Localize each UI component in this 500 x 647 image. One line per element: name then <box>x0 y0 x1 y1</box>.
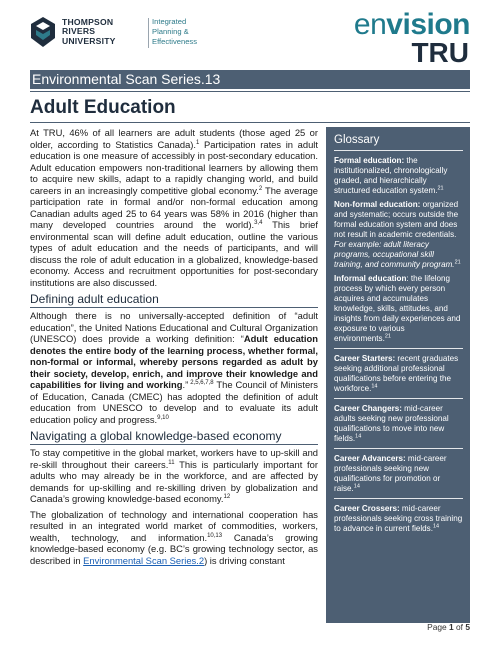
tru-emblem-icon <box>30 16 56 48</box>
glossary-divider <box>334 448 463 449</box>
section-divider <box>30 307 318 308</box>
global-economy-paragraph-1: To stay competitive in the global market, workers have to up-skill and re-skill throughout their careers.$^{11}$ This is particularly important for adults who may already be in the workforce, and are affected by demands for up-skilling and re-skilling driven by globalization and Canada’s growing knowledge-based economy.$^{12}$ <box>30 447 318 504</box>
glossary-entry-career-advancers: Career Advancers: mid-career professionals seeking new qualifications for promotion or raise.$^{14}$ <box>334 454 447 493</box>
department-name: Integrated Planning & Effectiveness <box>152 17 198 46</box>
glossary-entry-career-crossers: Career Crossers: mid-career professionals seeking cross training to advance in current fields.$^{14}$ <box>334 504 463 533</box>
series-label: Environmental Scan Series.13 <box>32 71 221 87</box>
glossary-entry-formal: Formal education: the institutionalized, chronologically graded, and hierarchically structured education system.$^{21}$ <box>334 156 448 195</box>
logo-divider <box>148 18 149 48</box>
main-content <box>30 127 318 623</box>
page-header <box>0 0 500 66</box>
page-title: Adult Education <box>30 97 176 118</box>
global-economy-paragraph-2: The globalization of technology and international cooperation has resulted in an integrated world market of commodities, workers, wealth, technology, and information.$^{10,13}$ Canada’s growing knowledge-based economy (e.g. BC’s growing technology sector, as described in Environmental Scan Series.2) is driving constant <box>30 508 318 566</box>
section-heading-defining: Defining adult education <box>30 292 159 306</box>
page-number: Page 1 of 5 <box>427 622 470 632</box>
tru-logo <box>30 16 230 56</box>
glossary-divider <box>334 150 463 151</box>
glossary-divider <box>334 348 463 349</box>
glossary-title: Glossary <box>334 134 380 146</box>
environmental-scan-2-link[interactable]: Environmental Scan Series.2 <box>83 554 205 566</box>
intro-paragraph: At TRU, 46% of all learners are adult students (those aged 25 or older, according to Statistics Canada).$^1$ Participation rates in adult education is one measure of accessibly in post-secondary education. Adult education empowers non-traditional learners by allowing them to acquire new skills, adapt to a rapidly changing world, and build careers in an increasingly competitive global economy.$^2$ The average participation rate in formal and/or non-formal education among Canadian adults aged 25 to 64 years was 58% in 2016 (higher than many developed countries around the world).$^{3,4}$ This brief environmental scan will define adult education, outline the various types of adult education and the needs of participants, and will discuss the role of adult education in a globalized, knowledge-based economy. Access and recruitment opportunities for post-secondary institutions are also discussed. <box>30 127 318 288</box>
glossary-entry-informal: Informal education: the lifelong process by which every person acquires and accumulates knowledge, skills, attitudes, and insights from daily experiences and exposure to various environments.$^{21}$ <box>334 274 461 343</box>
glossary-entry-nonformal: Non-formal education: organized and systematic; occurs outside the formal education system and does not result in academic credentials. For example: adult literacy programs, occupational skill training, and community program.$^{21}$ <box>334 200 461 269</box>
section-divider <box>30 444 318 445</box>
university-name: THOMPSON RIVERS UNIVERSITY <box>62 17 116 46</box>
glossary-divider <box>334 498 463 499</box>
series-banner <box>30 70 470 89</box>
glossary-sidebar <box>326 127 470 623</box>
section-heading-global-economy: Navigating a global knowledge-based economy <box>30 429 282 443</box>
envision-tru-logo: envision TRU <box>353 8 470 68</box>
title-divider <box>30 122 470 123</box>
glossary-entry-career-starters: Career Starters: recent graduates seeking additional professional qualifications before entering the workforce.$^{14}$ <box>334 354 459 393</box>
glossary-entry-career-changers: Career Changers: mid-career adults seeking new professional qualifications to move into new fields.$^{14}$ <box>334 404 449 443</box>
glossary-divider <box>334 398 463 399</box>
defining-paragraph: Although there is no universally-accepted definition of “adult education”, the United Nations Educational and Cultural Organization (UNESCO) does provide a working definition: “Adult education denotes the entire body of the learning process, whether formal, non-formal or informal, whereby persons regarded as adult by their society, develop, enrich, and improve their knowledge and capabilities for living and working.” $^{2,5,6,7,8}$ The Council of Ministers of Education, Canada (CMEC) has adopted the definition of adult education from UNESCO to develop and to evaluate its adult education policy and progress.$^{9,10}$ <box>30 310 318 425</box>
banner-underline <box>30 91 470 92</box>
